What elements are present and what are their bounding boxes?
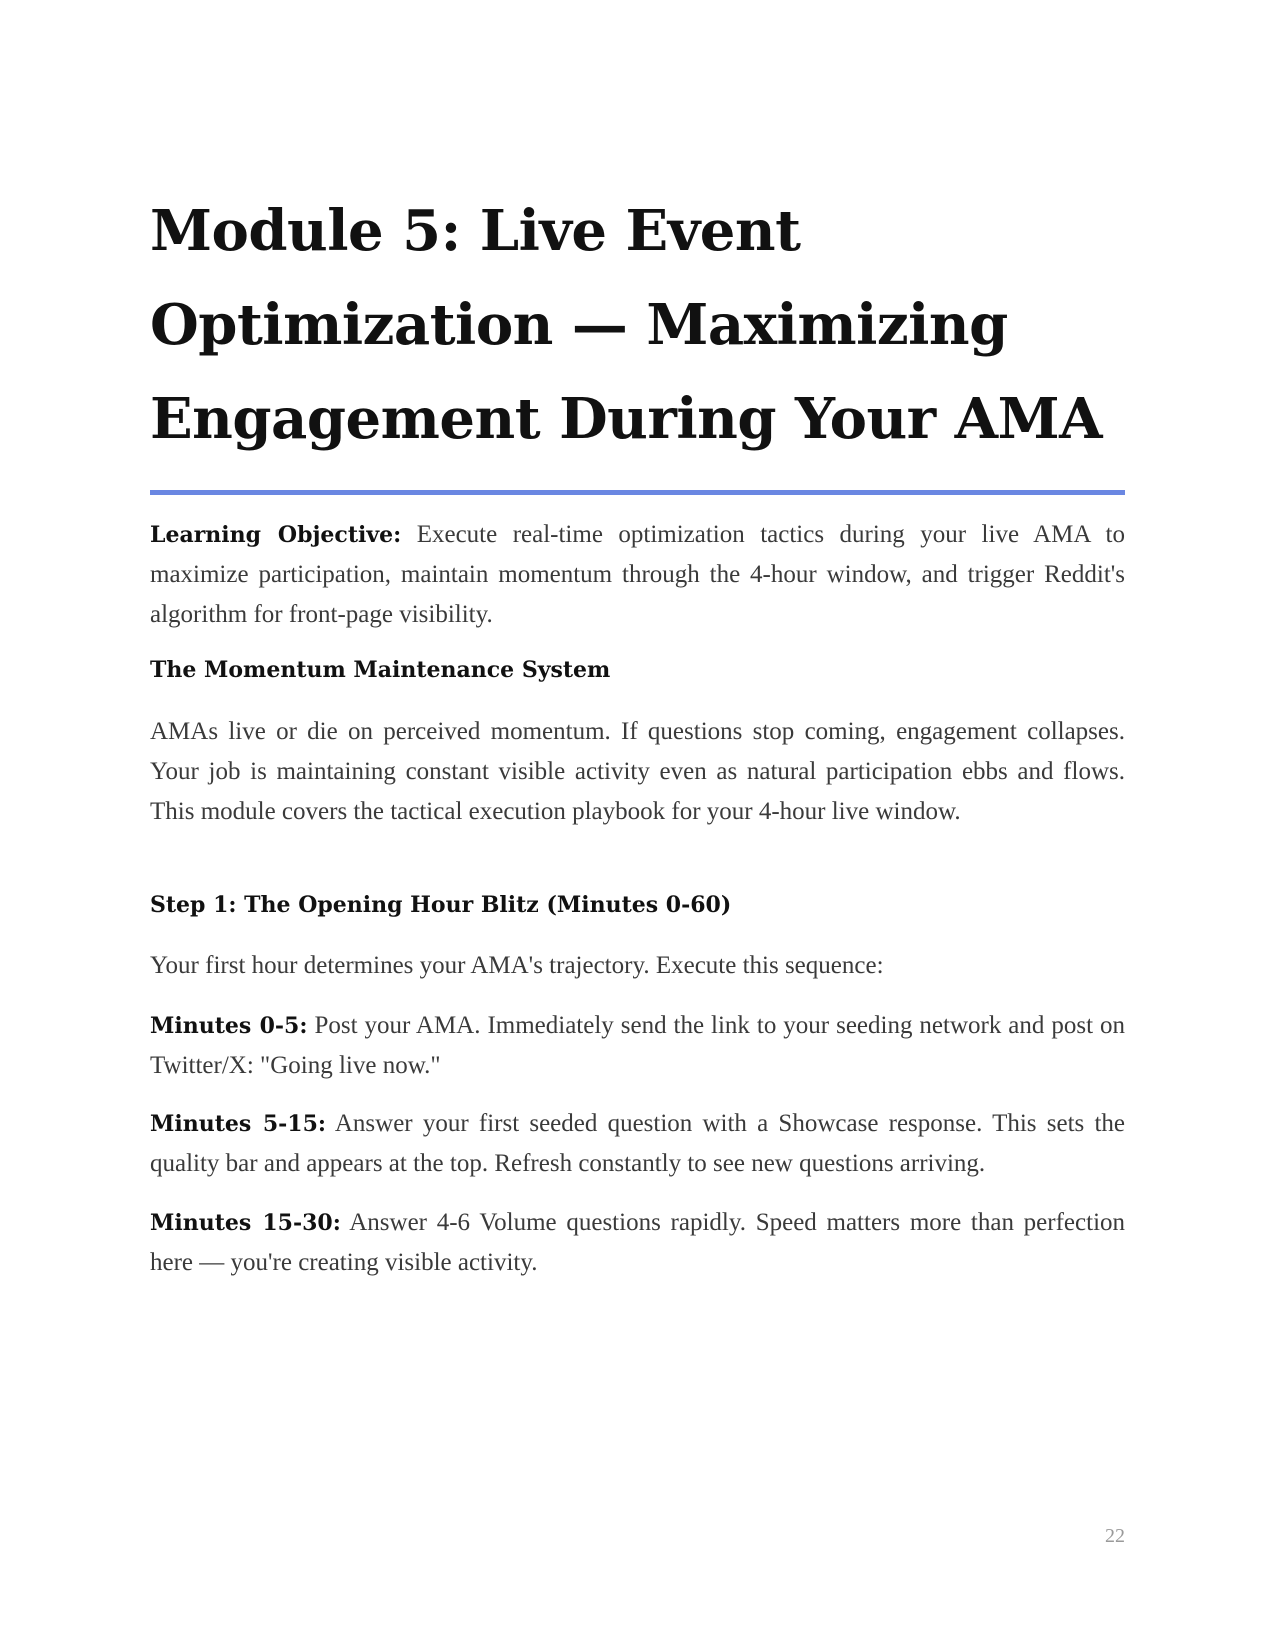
step-item-text: Post your AMA. Immediately send the link to your seeding network and post on Twitter/X: "Going live now." <box>150 1012 1125 1079</box>
momentum-paragraph: AMAs live or die on perceived momentum. If questions stop coming, engagement collapses. Your job is maintaining constant visible activity even as natural participation ebbs and flows. This module covers the tactical execution playbook for your 4-hour live window. <box>150 718 1125 825</box>
page-title: Module 5: Live Event Optimization — Maximizing Engagement During Your AMA <box>150 198 1103 452</box>
title-divider <box>150 490 1125 495</box>
step-item-label: Minutes 5-15: <box>150 1111 327 1137</box>
section-heading-momentum: The Momentum Maintenance System <box>150 657 611 683</box>
step-item <box>150 1203 1125 1283</box>
step-item-label: Minutes 15-30: <box>150 1210 341 1236</box>
page-number: 22 <box>1105 1525 1125 1547</box>
step-item <box>150 1104 1125 1184</box>
step-1-intro: Your first hour determines your AMA's trajectory. Execute this sequence: <box>150 952 884 979</box>
step-item-text: Answer 4-6 Volume questions rapidly. Speed matters more than perfection here — you're creating visible activity. <box>150 1209 1126 1276</box>
step-item <box>150 1006 1125 1086</box>
learning-objective-text: Execute real-time optimization tactics during your live AMA to maximize participation, maintain momentum through the 4-hour window, and trigger Reddit's algorithm for front-page visibility. <box>150 521 1126 628</box>
step-item-label: Minutes 0-5: <box>150 1013 308 1039</box>
section-heading-step-1: Step 1: The Opening Hour Blitz (Minutes 0-60) <box>150 892 732 918</box>
learning-objective-label: Learning Objective: <box>150 522 402 548</box>
learning-objective <box>150 515 1125 635</box>
step-item-text: Answer your first seeded question with a Showcase response. This sets the quality bar and appears at the top. Refresh constantly to see new questions arriving. <box>150 1110 1125 1177</box>
